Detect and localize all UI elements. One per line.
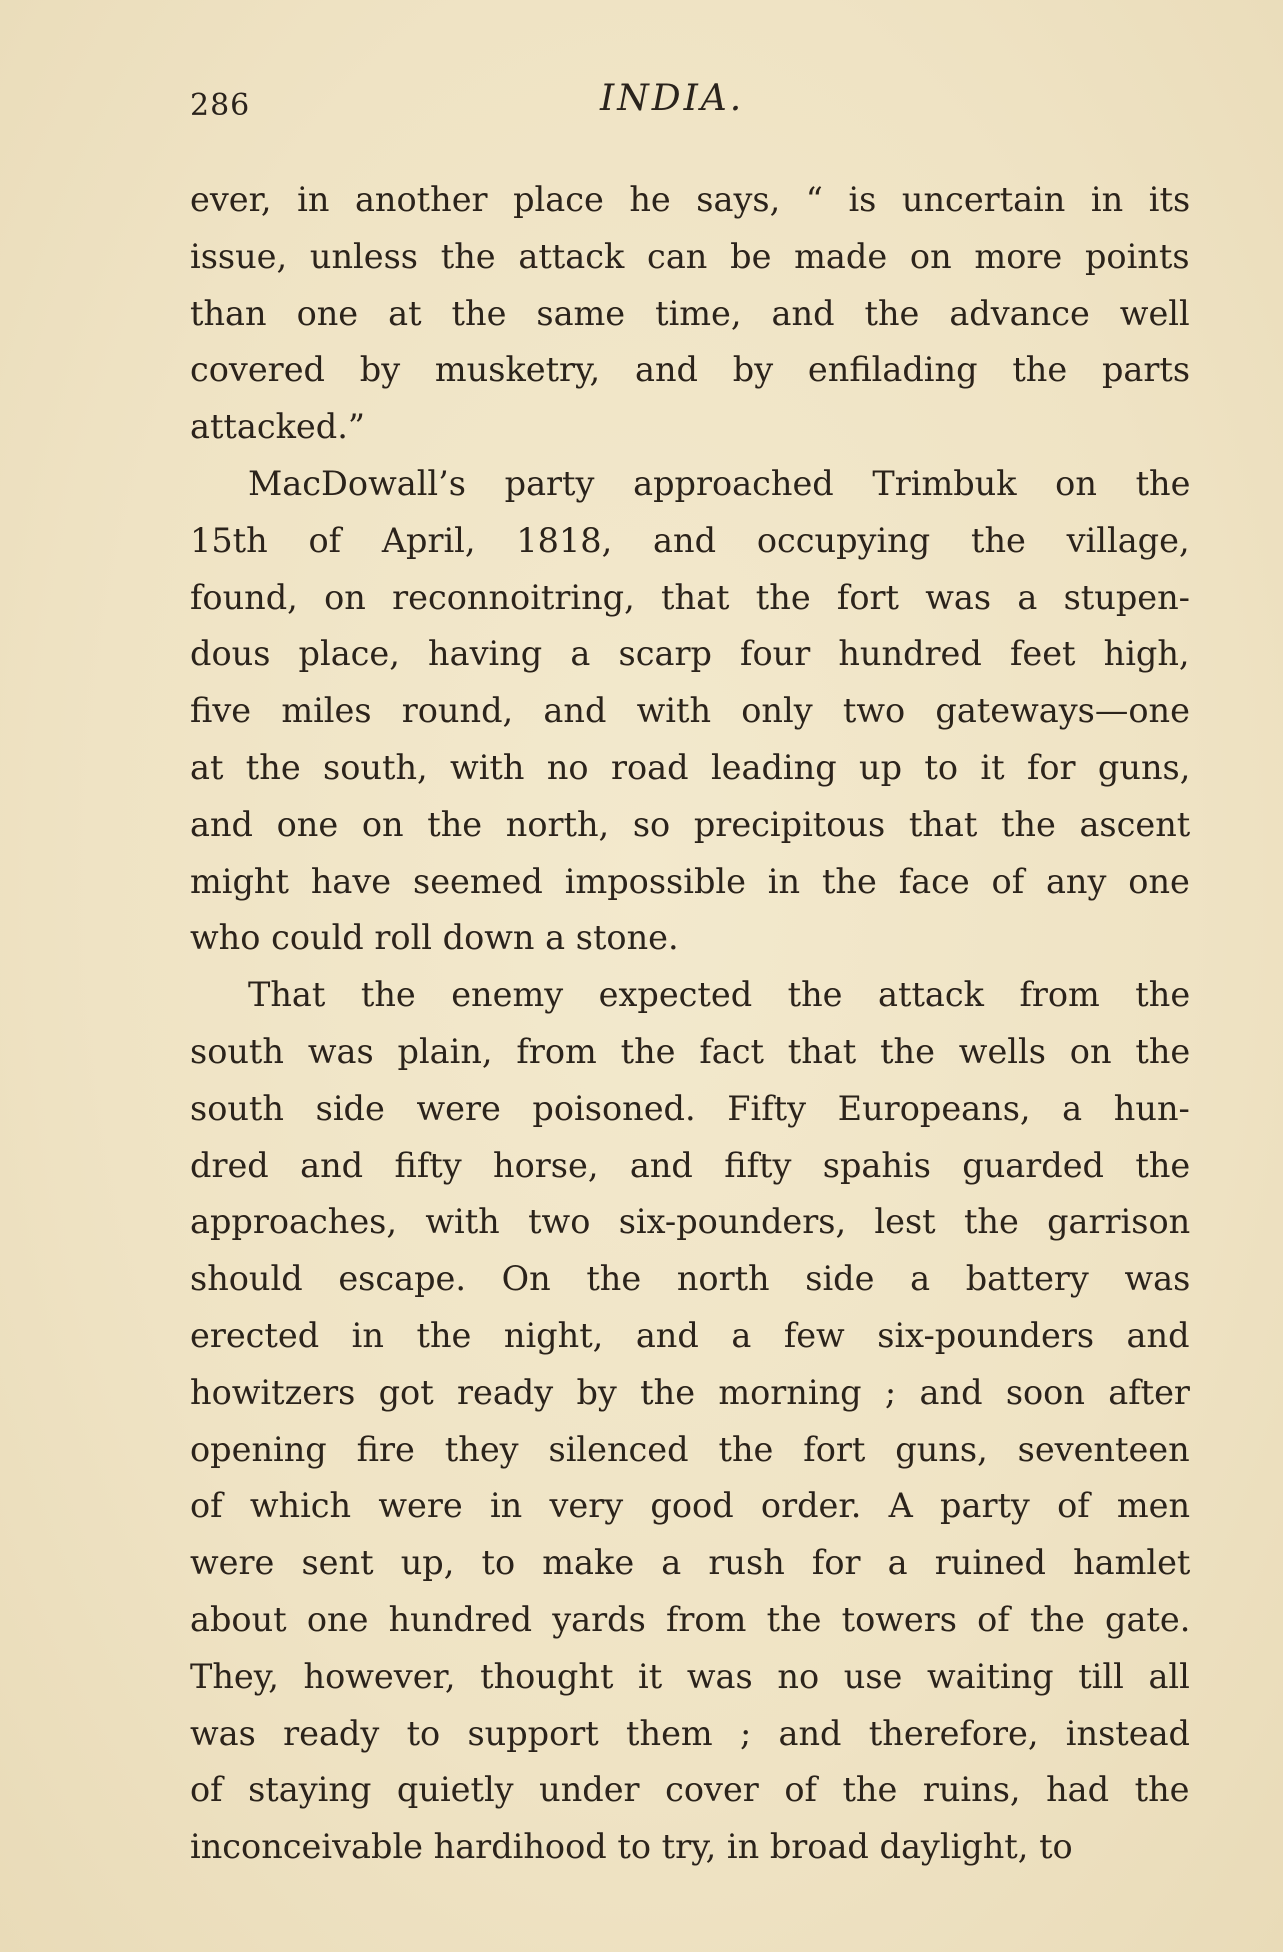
- running-head: INDIA.: [600, 78, 745, 119]
- text-line: than one at the same time, and the advance well: [190, 293, 1190, 333]
- text-line: at the south, with no road leading up to it for guns,: [190, 748, 1191, 787]
- page-header: [190, 78, 1080, 138]
- text-line: howitzers got ready by the morning ; and soon after: [190, 1372, 1190, 1412]
- text-line: They, however, thought it was no use waiting till all: [190, 1656, 1190, 1696]
- text-line: issue, unless the attack can be made on more points: [190, 236, 1190, 276]
- text-line: five miles round, and with only two gateways—one: [190, 691, 1190, 731]
- text-line: south was plain, from the fact that the wells on the: [190, 1032, 1191, 1071]
- text-line: opening fire they silenced the fort guns, seventeen: [190, 1429, 1190, 1469]
- text-line: who could roll down a stone.: [190, 918, 679, 958]
- text-line: of staying quietly under cover of the ruins, had the: [190, 1770, 1190, 1810]
- text-line: covered by musketry, and by enfilading the parts: [190, 350, 1191, 390]
- text-line: attacked.”: [190, 407, 365, 447]
- text-line: dred and fifty horse, and fifty spahis guarded the: [190, 1145, 1191, 1185]
- page-number: 286: [190, 88, 251, 123]
- text-line: That the enemy expected the attack from the: [248, 975, 1191, 1015]
- text-line: was ready to support them ; and therefore, instead: [190, 1713, 1190, 1753]
- text-line: MacDowall’s party approached Trimbuk on the: [248, 464, 1191, 503]
- text-line: erected in the night, and a few six-pounders and: [190, 1316, 1190, 1355]
- text-line: were sent up, to make a rush for a ruined hamlet: [190, 1543, 1191, 1583]
- text-line: inconceivable hardihood to try, in broad daylight, to: [190, 1827, 1073, 1867]
- text-line: approaches, with two six-pounders, lest the garrison: [190, 1202, 1191, 1242]
- text-line: and one on the north, so precipitous that the ascent: [190, 804, 1191, 844]
- text-line: ever, in another place he says, “ is uncertain in its: [190, 180, 1191, 219]
- text-line: found, on reconnoitring, that the fort was a stupen-: [190, 577, 1190, 617]
- text-line: should escape. On the north side a battery was: [190, 1259, 1191, 1299]
- text-line: of which were in very good order. A party of men: [190, 1486, 1191, 1526]
- text-line: about one hundred yards from the towers of the gate.: [190, 1600, 1191, 1639]
- text-line: south side were poisoned. Fifty Europeans, a hun-: [190, 1088, 1190, 1128]
- text-line: dous place, having a scarp four hundred feet high,: [190, 634, 1190, 674]
- text-line: 15th of April, 1818, and occupying the village,: [190, 520, 1190, 560]
- text-line: might have seemed impossible in the face of any one: [190, 861, 1190, 901]
